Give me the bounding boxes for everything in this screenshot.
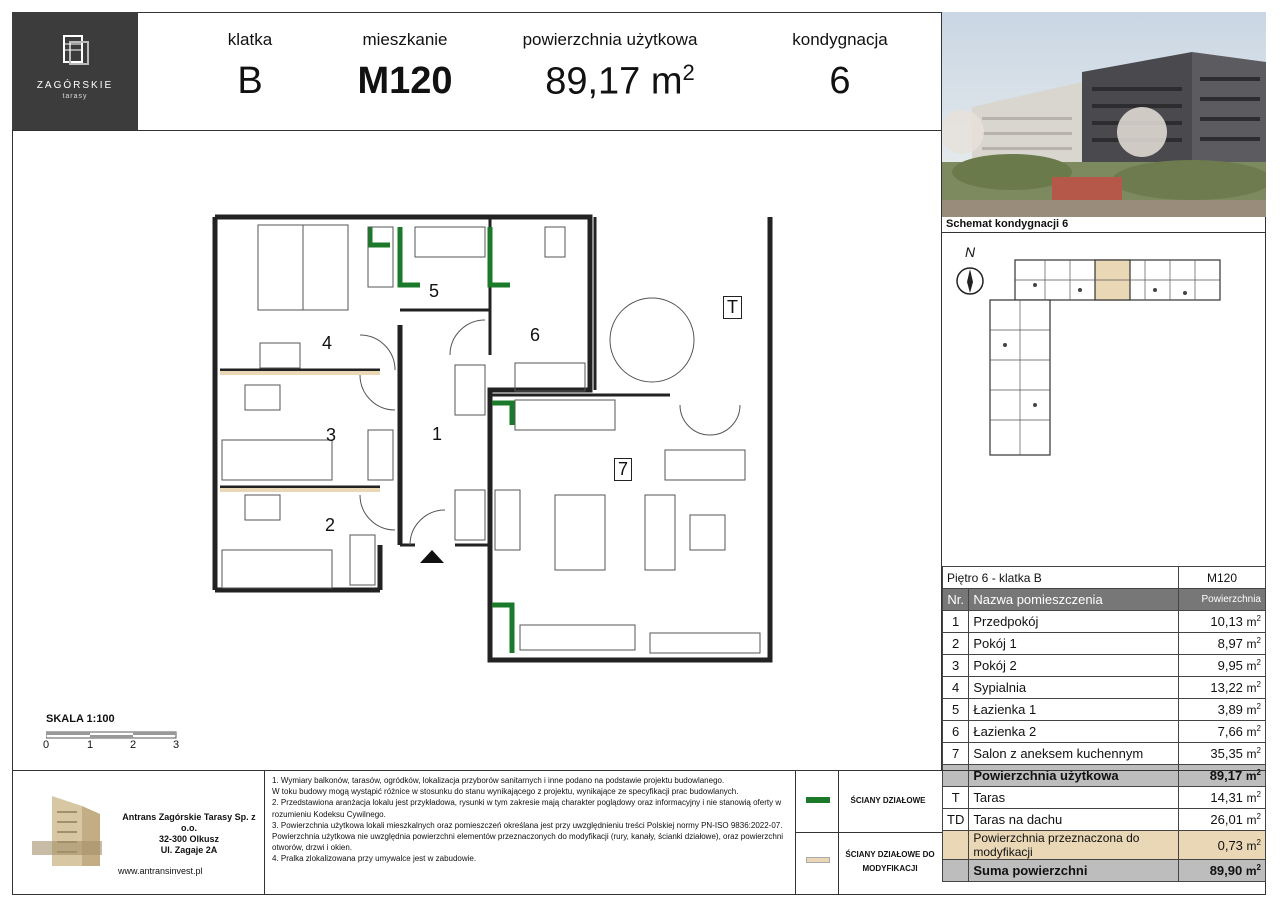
note-2: 2. Przedstawiona aranżacja lokalu jest przykładowa, rysunki w tym zakresie mają charakter poglądowy oraz informacyjny i nie stanowią oferty w rozumieniu Kodeksu Cywilnego. [272, 798, 782, 819]
row-name: Sypialnia [969, 677, 1179, 699]
room-label-7: 7 [614, 458, 632, 481]
room-label-2: 2 [325, 515, 336, 535]
row-nr: T [943, 787, 969, 809]
brand-subtitle: tarasy [62, 93, 88, 100]
floor-schema-title: Schemat kondygnacji 6 [946, 218, 1069, 230]
table-apartment-id: M120 [1179, 567, 1266, 589]
table-row [943, 611, 1266, 633]
row-name: Salon z aneksem kuchennym [969, 743, 1179, 765]
note-4: 4. Pralka zlokalizowana przy umywalce jest w zabudowie. [272, 854, 477, 864]
table-floor-title: Piętro 6 - klatka B [943, 567, 1179, 589]
scale-tick-0: 0 [43, 739, 50, 751]
scale-bar [46, 730, 181, 740]
row-area: 13,22 $m^2$ [1179, 677, 1266, 699]
row-area: 89,17 $m^2$ [1179, 765, 1266, 787]
row-nr: TD [943, 809, 969, 831]
header-label-staircase: klatka [227, 30, 273, 49]
row-area: 8,97 $m^2$ [1179, 633, 1266, 655]
row-area: 14,31 $m^2$ [1179, 787, 1266, 809]
company-name: Antrans Zagórskie Tarasy Sp. z o.o. [122, 812, 256, 833]
row-area: 10,13 $m^2$ [1179, 611, 1266, 633]
table-row [943, 721, 1266, 743]
schema-divider [942, 232, 1266, 233]
legend-label-modifiable-walls: ŚCIANY DZIAŁOWE DO MODYFIKACJI [845, 850, 935, 873]
table-row [943, 677, 1266, 699]
header-label-apartment: mieszkanie [362, 30, 448, 49]
company-street: Ul. Zagaje 2A [160, 845, 218, 855]
room-label-5: 5 [429, 281, 440, 301]
note-3: 3. Powierzchnia użytkowa lokali mieszkalnych oraz pomieszczeń określana jest przy uwzględnieniu treści Polskiej normy PN-ISO 9836:2022-07. Powierzchnia użytkowa nie uwzględnia powierzchni elementów przeznaczonych do modyfikacji (rury, kanały, ścianki działowe), oraz powierzchni otworów, drzwi i okien. [272, 820, 784, 853]
scale-tick-1: 1 [87, 739, 94, 751]
table-header-row [943, 589, 1266, 611]
table-title-row [943, 567, 1266, 589]
row-nr: 5 [943, 699, 969, 721]
row-name: Powierzchnia przeznaczona do modyfikacji [969, 831, 1179, 860]
note-1: 1. Wymiary balkonów, tarasów, ogródków, lokalizacja przyborów sanitarnych i inne podano na podstawie projektu budowlanego. [272, 776, 725, 785]
room-label-terrace: T [723, 296, 742, 319]
brand-name: ZAGÓRSKIE [36, 80, 114, 91]
col-header-name: Nazwa pomieszczenia [969, 589, 1179, 611]
north-label: N [965, 244, 976, 260]
room-label-1: 1 [432, 424, 443, 444]
row-nr: 6 [943, 721, 969, 743]
header-value-apartment: M120 [357, 60, 453, 102]
company-website-link[interactable]: www.antransinvest.pl [118, 866, 203, 876]
apartment-floor-plan [200, 205, 790, 665]
row-name: Pokój 2 [969, 655, 1179, 677]
row-name: Powierzchnia użytkowa [969, 765, 1179, 787]
compass-icon [955, 266, 985, 296]
table-row [943, 633, 1266, 655]
col-header-area: Powierzchnia [1179, 589, 1266, 611]
row-name: Łazienka 1 [969, 699, 1179, 721]
floor-schema-plan [985, 255, 1225, 460]
legend-label-partition-walls: ŚCIANY DZIAŁOWE [850, 796, 926, 805]
scale-tick-2: 2 [130, 739, 137, 751]
row-area: 7,66 $m^2$ [1179, 721, 1266, 743]
footer-divider-notes [264, 770, 265, 895]
header-value-staircase: B [237, 60, 263, 102]
row-name: Suma powierzchni [969, 860, 1179, 882]
row-name: Przedpokój [969, 611, 1179, 633]
row-area: 0,73 $m^2$ [1179, 831, 1266, 860]
company-address [114, 812, 264, 856]
row-area: 89,90 $m^2$ [1179, 860, 1266, 882]
row-name: Pokój 1 [969, 633, 1179, 655]
header-label-floor: kondygnacja [792, 30, 888, 49]
room-label-6: 6 [530, 325, 541, 345]
legend-swatch-partition-walls [806, 797, 830, 803]
footer-divider-legend-row [795, 832, 942, 833]
scale-tick-3: 3 [173, 739, 180, 751]
table-row [943, 699, 1266, 721]
company-logo-icon [22, 786, 117, 881]
row-nr: 2 [943, 633, 969, 655]
note-1-cont: W toku budowy mogą wystąpić różnice w stosunku do stanu wynikającego z projektu, wynikające ze specyfikacji prac budowlanych. [272, 787, 739, 797]
header-label-usable-area: powierzchnia użytkowa [522, 30, 698, 49]
table-row [943, 655, 1266, 677]
row-area: 26,01 $m^2$ [1179, 809, 1266, 831]
header-divider [12, 130, 942, 131]
legend-swatch-modifiable-walls [806, 857, 830, 863]
brand-logo-icon [56, 30, 96, 70]
table-row [943, 743, 1266, 765]
row-area: 3,89 $m^2$ [1179, 699, 1266, 721]
header-value-usable-area: 89,17 $m^2$ [545, 60, 695, 103]
scale-title: SKALA 1:100 [46, 713, 115, 725]
row-nr: 7 [943, 743, 969, 765]
header-value-floor: 6 [829, 60, 851, 102]
row-nr: 3 [943, 655, 969, 677]
row-area: 35,35 $m^2$ [1179, 743, 1266, 765]
company-city: 32-300 Olkusz [158, 834, 220, 844]
building-visualization [942, 12, 1266, 217]
row-name: Łazienka 2 [969, 721, 1179, 743]
room-label-3: 3 [326, 425, 337, 445]
footer-notes [272, 775, 792, 865]
row-name: Taras na dachu [969, 809, 1179, 831]
row-nr: 4 [943, 677, 969, 699]
row-area: 9,95 $m^2$ [1179, 655, 1266, 677]
col-header-nr: Nr. [943, 589, 969, 611]
row-name: Taras [969, 787, 1179, 809]
row-nr: 1 [943, 611, 969, 633]
room-label-4: 4 [322, 333, 333, 353]
